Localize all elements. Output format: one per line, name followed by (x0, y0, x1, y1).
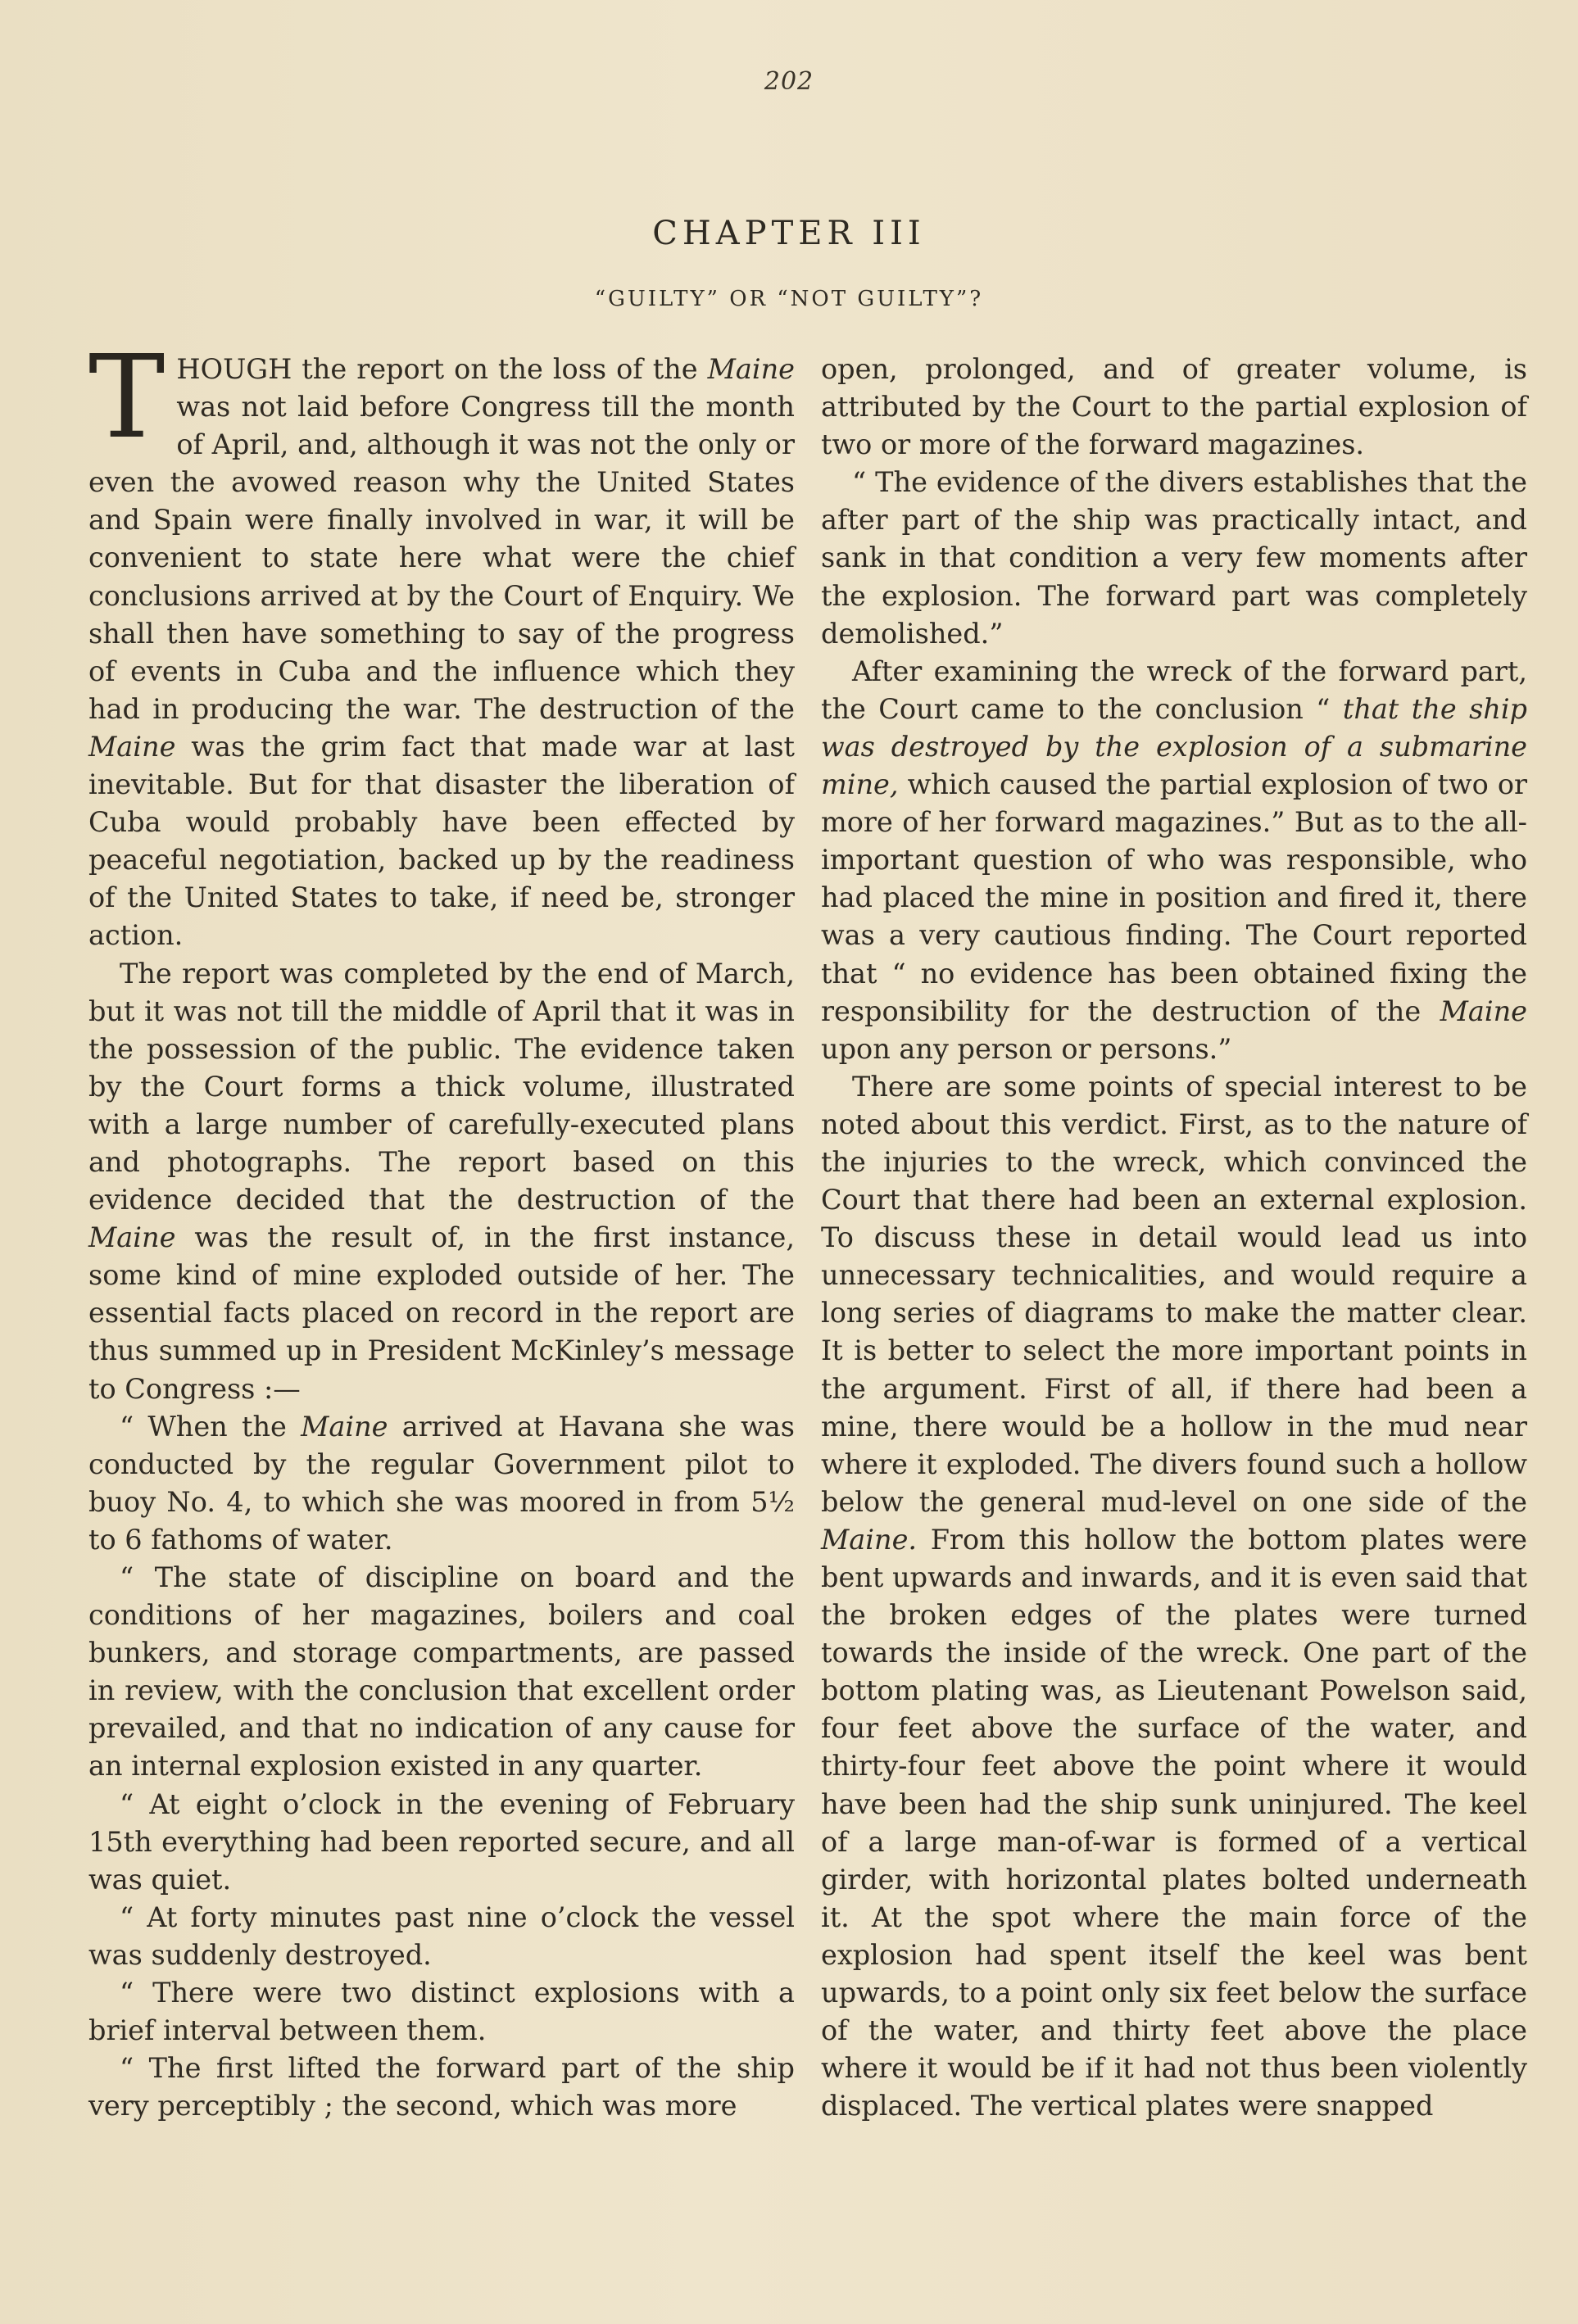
page-number: 202 (764, 67, 814, 96)
paragraph-9: open, prolonged, and of greater volume, is attributed by the Court to the partial explosion of two or more of the forward magazines. (821, 353, 1527, 461)
paragraph-6: “ At forty minutes past nine o’clock the vessel was suddenly destroyed. (88, 1900, 795, 1971)
paragraph-11: After examining the wreck of the forward part, the Court came to the conclusion “ that the ship was destroyed by the explosion of a submarine mine, which caused the partial explosion of two or more of her forward magazines.” But as to the all-important question of who was responsible, who had placed the mine in position and fired it, there was a very cautious finding. The Court reported that “ no evidence has been obtained fixing the responsibility for the destruction of the Maine upon any person or persons.” (821, 655, 1527, 1065)
paragraph-1: THOUGH the report on the loss of the Maine was not laid before Congress till the month of April, and, although it was not the only or even the avowed reason why the United States and Spain were finally involved in war, it will be convenient to state here what were the chief conclusions arrived at by the Court of Enquiry. We shall then have something to say of the progress of events in Cuba and the influence which they had in producing the war. The destruction of the Maine was the grim fact that made war at last inevitable. But for that disaster the liberation of Cuba would probably have been effected by peaceful negotiation, backed up by the readiness of the United States to take, if need be, stronger action. (88, 331, 795, 952)
paragraph-4: “ The state of discipline on board and the conditions of her magazines, boilers and coal bunkers, and storage compartments, are passed in review, with the conclusion that excellent order prevailed, and that no indication of any cause for an internal explosion existed in any quarter. (88, 1561, 795, 1783)
chapter-subtitle: “GUILTY” OR “NOT GUILTY”? (594, 287, 984, 311)
paragraph-3: “ When the Maine arrived at Havana she was conducted by the regular Government pilot to buoy No. 4, to which she was moored in from 5½ to 6 fathoms of water. (88, 1410, 796, 1556)
paragraph-10: “ The evidence of the divers establishes that the after part of the ship was practically intact, and sank in that condition a very few moments after the explosion. The forward part was completely demolished.” (821, 466, 1527, 650)
paragraph-5: “ At eight o’clock in the evening of February 15th everything had been reported secure, and all was quiet. (88, 1787, 795, 1896)
left-column (88, 331, 796, 2125)
right-column (821, 351, 1527, 2125)
chapter-title: CHAPTER III (652, 215, 926, 252)
paragraph-2: The report was completed by the end of March, but it was not till the middle of April that it was in the possession of the public. The evidence taken by the Court forms a thick volume, illustrated with a large number of carefully-executed plans and photographs. The report based on this evidence decided that the destruction of the Maine was the result of, in the first instance, some kind of mine exploded outside of her. The essential facts placed on record in the report are thus summed up in President McKinley’s message to Congress :— (88, 957, 795, 1405)
drop-cap: T (88, 331, 166, 464)
paragraph-12: There are some points of special interest to be noted about this verdict. First, as to the nature of the injuries to the wreck, which convinced the Court that there had been an external explosion. To discuss these in detail would lead us into unnecessary technicalities, and would require a long series of diagrams to make the matter clear. It is better to select the more important points in the argument. First of all, if there had been a mine, there would be a hollow in the mud near where it exploded. The divers found such a hollow below the general mud-level on one side of the Maine. From this hollow the bottom plates were bent upwards and inwards, and it is even said that the broken edges of the plates were turned towards the inside of the wreck. One part of the bottom plating was, as Lieutenant Powelson said, four feet above the surface of the water, and thirty-four feet above the point where it would have been had the ship sunk uninjured. The keel of a large man-of-war is formed of a vertical girder, with horizontal plates bolted underneath it. At the spot where the main force of the explosion had spent itself the keel was bent upwards, to a point only six feet below the surface of the water, and thirty feet above the place where it would be if it had not thus been violently displaced. The vertical plates were snapped (821, 1070, 1527, 2122)
paragraph-8: “ The first lifted the forward part of the ship very perceptibly ; the second, which was more (88, 2052, 795, 2122)
paragraph-7: “ There were two distinct explosions with a brief interval between them. (88, 1977, 795, 2047)
